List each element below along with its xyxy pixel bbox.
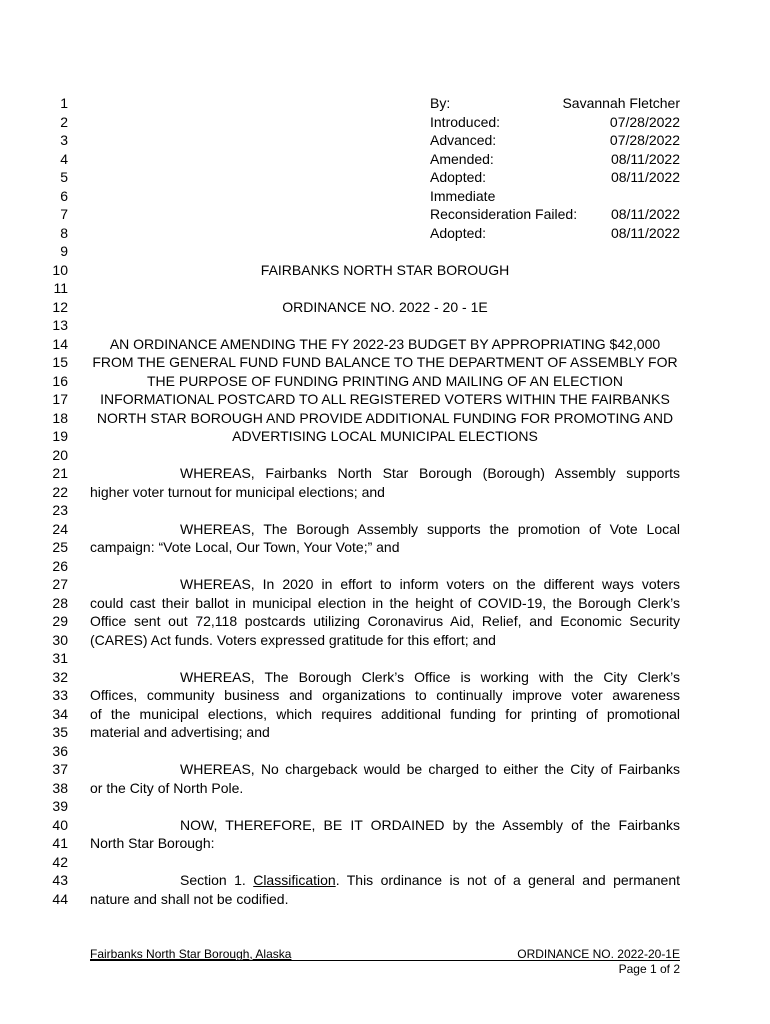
section-1-line <box>90 871 680 890</box>
line-number: 6 <box>60 187 68 204</box>
line-number: 19 <box>52 428 68 444</box>
advanced-value: 07/28/2022 <box>609 132 680 148</box>
line-number: 2 <box>60 113 68 130</box>
line-number: 11 <box>53 280 68 296</box>
header-adopted-row <box>90 168 680 187</box>
header-immediate-row <box>90 187 680 206</box>
line-number: 9 <box>60 243 68 259</box>
whereas-3-line: WHEREAS, In 2020 in effort to inform voters on the different ways voters <box>180 576 680 592</box>
line-number: 42 <box>52 853 68 870</box>
blank-line <box>90 279 680 298</box>
blank-line <box>90 446 680 465</box>
line-number: 35 <box>52 724 68 740</box>
introduced-label: Introduced: <box>430 113 501 130</box>
line-number: 17 <box>52 391 68 407</box>
line-number: 39 <box>52 798 68 814</box>
whereas-1-line: higher voter turnout for municipal elections; and <box>90 483 385 500</box>
header-amended-row <box>90 150 680 169</box>
line-number: 14 <box>52 335 68 352</box>
line-number: 23 <box>52 502 68 518</box>
header-adopted2-row <box>90 224 680 243</box>
line-number: 29 <box>52 613 68 629</box>
whereas-4-line: of the municipal elections, which requires additional funding for printing of promotional <box>90 705 680 722</box>
immediate-label: Immediate <box>430 187 496 204</box>
amended-value: 08/11/2022 <box>610 150 680 167</box>
section-1-line: nature and shall not be codified. <box>90 890 289 907</box>
whereas-4-line: Offices, community business and organizations to continually improve voter awareness <box>90 687 680 703</box>
introduced-value: 07/28/2022 <box>609 113 680 130</box>
line-number: 1 <box>60 95 68 111</box>
whereas-1-line: WHEREAS, Fairbanks North Star Borough (Borough) Assembly supports <box>180 465 680 481</box>
line-number: 37 <box>52 761 68 777</box>
advanced-label: Advanced: <box>430 132 497 148</box>
reconsideration-label: Reconsideration Failed: <box>430 206 578 222</box>
line-number: 40 <box>52 816 68 833</box>
ordained-line: NOW, THEREFORE, BE IT ORDAINED by the Assembly of the Fairbanks <box>180 816 680 833</box>
blank-line <box>90 649 680 668</box>
line-number: 7 <box>60 206 68 222</box>
by-label: By: <box>430 95 451 111</box>
header-introduced-row <box>90 113 680 132</box>
line-number: 26 <box>52 557 68 574</box>
line-number: 20 <box>52 446 68 463</box>
ordinance-title-line: THE PURPOSE OF FUNDING PRINTING AND MAILING OF AN ELECTION <box>146 372 624 389</box>
line-number: 33 <box>52 687 68 703</box>
by-value: Savannah Fletcher <box>562 95 680 111</box>
whereas-5-line: WHEREAS, No chargeback would be charged to either the City of Fairbanks <box>180 761 680 777</box>
ordinance-title-line: FROM THE GENERAL FUND FUND BALANCE TO THE DEPARTMENT OF ASSEMBLY FOR <box>92 354 678 370</box>
line-number: 30 <box>52 631 68 648</box>
header-advanced-row <box>90 131 680 150</box>
ordinance-number: ORDINANCE NO. 2022 - 20 - 1E <box>282 298 488 315</box>
ordinance-title-line: NORTH STAR BOROUGH AND PROVIDE ADDITIONAL FUNDING FOR PROMOTING AND <box>96 409 674 426</box>
line-number: 15 <box>52 354 68 370</box>
blank-line <box>90 742 680 761</box>
line-number: 10 <box>52 261 68 278</box>
section-1-heading: Classification <box>253 872 336 888</box>
ordinance-title-line: AN ORDINANCE AMENDING THE FY 2022-23 BUDGET BY APPROPRIATING $42,000 <box>109 335 661 352</box>
line-number: 21 <box>52 465 68 481</box>
adopted2-label: Adopted: <box>430 224 487 241</box>
line-number: 18 <box>52 409 68 426</box>
section-1-prefix: Section 1. <box>180 872 254 888</box>
blank-line <box>90 501 680 520</box>
whereas-5-line: or the City of North Pole. <box>90 779 244 796</box>
line-number: 25 <box>52 539 68 555</box>
line-number: 12 <box>52 298 68 315</box>
ordained-line: North Star Borough: <box>90 835 215 851</box>
blank-line <box>90 557 680 576</box>
footer-page-number: Page 1 of 2 <box>618 962 680 976</box>
line-number: 22 <box>52 483 68 500</box>
ordinance-title-line: INFORMATIONAL POSTCARD TO ALL REGISTERED VOTERS WITHIN THE FAIRBANKS <box>100 391 670 407</box>
whereas-2-line: campaign: “Vote Local, Our Town, Your Vote;” and <box>90 539 400 555</box>
section-1-text: . This ordinance is not of a general and permanent <box>335 872 680 888</box>
adopted2-value: 08/11/2022 <box>610 224 680 241</box>
line-number: 34 <box>52 705 68 722</box>
amended-label: Amended: <box>430 150 494 167</box>
footer-ordinance-info <box>517 947 680 977</box>
line-number: 27 <box>52 576 68 592</box>
line-number: 4 <box>60 150 68 167</box>
ordinance-title-line: ADVERTISING LOCAL MUNICIPAL ELECTIONS <box>232 428 538 444</box>
whereas-4-line: WHEREAS, The Borough Clerk’s Office is working with the City Clerk’s <box>180 668 680 685</box>
line-number: 44 <box>52 890 68 907</box>
footer-ordinance-number: ORDINANCE NO. 2022-20-1E <box>517 947 680 961</box>
blank-line <box>90 242 680 261</box>
line-numbers <box>0 94 68 908</box>
reconsideration-value: 08/11/2022 <box>610 206 680 222</box>
line-number: 3 <box>60 132 68 148</box>
blank-line <box>90 853 680 872</box>
adopted-value: 08/11/2022 <box>610 169 680 185</box>
line-number: 8 <box>60 224 68 241</box>
whereas-3-line: could cast their ballot in municipal election in the height of COVID-19, the Borough Clerk’s <box>90 594 680 611</box>
footer-jurisdiction: Fairbanks North Star Borough, Alaska <box>90 947 292 961</box>
line-number: 38 <box>52 779 68 796</box>
blank-line <box>90 797 680 816</box>
header-reconsideration-row <box>90 205 680 224</box>
line-number: 13 <box>52 317 68 333</box>
header-by-row <box>90 94 680 113</box>
whereas-3-line: Office sent out 72,118 postcards utilizing Coronavirus Aid, Relief, and Economic Security <box>90 613 680 629</box>
blank-line <box>90 316 680 335</box>
document-body <box>90 94 680 908</box>
whereas-4-line: material and advertising; and <box>90 724 270 740</box>
line-number: 41 <box>52 835 68 851</box>
line-number: 5 <box>60 169 68 185</box>
line-number: 28 <box>52 594 68 611</box>
borough-title: FAIRBANKS NORTH STAR BOROUGH <box>260 261 510 278</box>
adopted-label: Adopted: <box>430 169 487 185</box>
line-number: 43 <box>52 872 68 888</box>
whereas-2-line: WHEREAS, The Borough Assembly supports the promotion of Vote Local <box>180 520 680 537</box>
line-number: 31 <box>52 650 68 666</box>
line-number: 32 <box>52 668 68 685</box>
line-number: 24 <box>52 520 68 537</box>
line-number: 16 <box>52 372 68 389</box>
whereas-3-line: (CARES) Act funds. Voters expressed gratitude for this effort; and <box>90 631 496 648</box>
line-number: 36 <box>52 742 68 759</box>
